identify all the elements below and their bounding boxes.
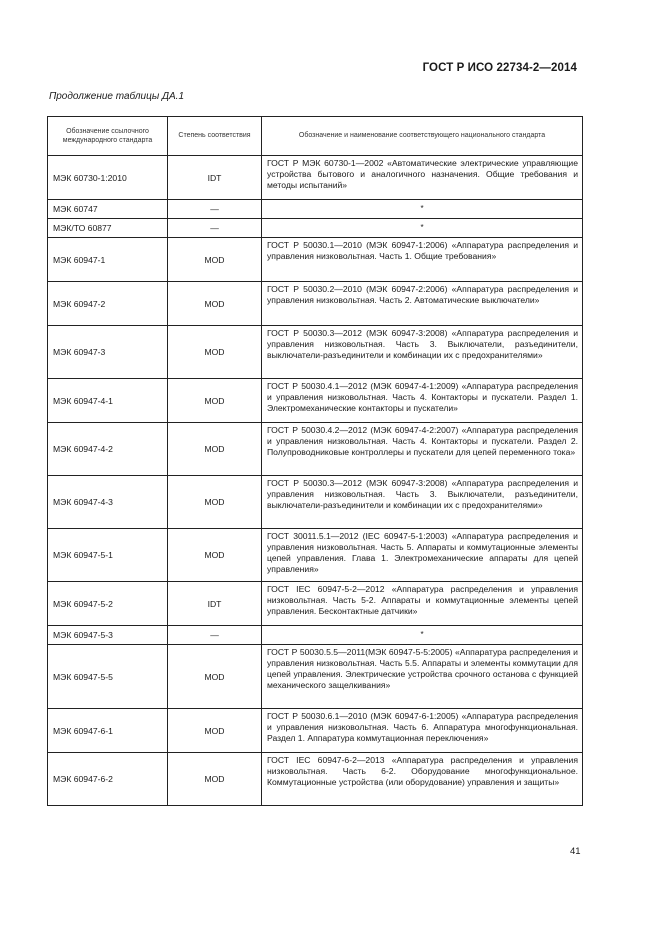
standards-correspondence-table xyxy=(47,116,583,806)
reference-standard-cell: МЭК 60947-5-3 xyxy=(48,626,168,645)
reference-standard-cell: МЭК 60947-2 xyxy=(48,282,168,326)
document-code-header: ГОСТ Р ИСО 22734-2—2014 xyxy=(422,62,577,74)
compliance-degree-cell: MOD xyxy=(168,529,262,582)
table-row xyxy=(48,476,583,529)
reference-standard-cell: МЭК 60947-4-3 xyxy=(48,476,168,529)
reference-standard-cell: МЭК 60947-4-1 xyxy=(48,379,168,423)
page-number: 41 xyxy=(570,846,581,857)
table-row xyxy=(48,219,583,238)
reference-standard-cell: МЭК 60947-1 xyxy=(48,238,168,282)
table-row xyxy=(48,200,583,219)
compliance-degree-cell: — xyxy=(168,200,262,219)
national-standard-cell: ГОСТ Р 50030.2—2010 (МЭК 60947-2:2006) «Аппаратура распределения и управления низковольтная. Часть 2. Автоматические выключатели» xyxy=(262,282,583,326)
table-row xyxy=(48,645,583,709)
compliance-degree-cell: MOD xyxy=(168,645,262,709)
reference-standard-cell: МЭК 60947-4-2 xyxy=(48,423,168,476)
reference-standard-cell: МЭК 60947-6-1 xyxy=(48,709,168,753)
national-standard-cell: ГОСТ 30011.5.1—2012 (IEC 60947-5-1:2003) «Аппаратура распределения и управления низковольтная. Часть 5. Аппараты и коммутационные элементы цепей управления. Глава 1. Электромеханические аппараты для цепей управления» xyxy=(262,529,583,582)
table-row xyxy=(48,582,583,626)
table-caption: Продолжение таблицы ДА.1 xyxy=(49,91,185,102)
national-standard-cell: ГОСТ Р МЭК 60730-1—2002 «Автоматические электрические управляющие устройства бытового и аналогичного назначения. Общие требования и методы испытаний» xyxy=(262,156,583,200)
table-row xyxy=(48,326,583,379)
compliance-degree-cell: MOD xyxy=(168,753,262,806)
table-row xyxy=(48,379,583,423)
compliance-degree-cell: IDT xyxy=(168,582,262,626)
column-header-degree: Степень соответствия xyxy=(168,117,262,156)
table-row xyxy=(48,282,583,326)
table-row xyxy=(48,156,583,200)
table-row xyxy=(48,709,583,753)
compliance-degree-cell: MOD xyxy=(168,709,262,753)
national-standard-cell: * xyxy=(262,219,583,238)
table-row xyxy=(48,238,583,282)
reference-standard-cell: МЭК 60947-5-1 xyxy=(48,529,168,582)
national-standard-cell: ГОСТ IEC 60947-6-2—2013 «Аппаратура распределения и управления низковольтная. Часть 6-2. Оборудование многофункциональное. Коммутационные устройства (или оборудование) управления и защиты» xyxy=(262,753,583,806)
reference-standard-cell: МЭК 60947-5-2 xyxy=(48,582,168,626)
national-standard-cell: ГОСТ Р 50030.3—2012 (МЭК 60947-3:2008) «Аппаратура распределения и управления низковольтная. Часть 3. Выключатели, разъединители, выключатели-разъединители и комбинации их с предохранителями» xyxy=(262,326,583,379)
reference-standard-cell: МЭК/ТО 60877 xyxy=(48,219,168,238)
national-standard-cell: ГОСТ Р 50030.6.1—2010 (МЭК 60947-6-1:2005) «Аппаратура распределения и управления низковольтная. Часть 6. Аппаратура многофункциональная. Раздел 1. Аппаратура коммутационная переключения» xyxy=(262,709,583,753)
reference-standard-cell: МЭК 60747 xyxy=(48,200,168,219)
column-header-national: Обозначение и наименование соответствующего национального стандарта xyxy=(262,117,583,156)
table-row xyxy=(48,423,583,476)
reference-standard-cell: МЭК 60947-5-5 xyxy=(48,645,168,709)
national-standard-cell: ГОСТ Р 50030.5.5—2011(МЭК 60947-5-5:2005) «Аппаратура распределения и управления низковольтная. Часть 5.5. Аппараты и элементы коммутации для цепей управления. Электрические устройства срочного останова с функцией механического защелкивания» xyxy=(262,645,583,709)
table-header-row xyxy=(48,117,583,156)
compliance-degree-cell: MOD xyxy=(168,282,262,326)
compliance-degree-cell: MOD xyxy=(168,476,262,529)
compliance-degree-cell: — xyxy=(168,219,262,238)
compliance-degree-cell: MOD xyxy=(168,423,262,476)
compliance-degree-cell: MOD xyxy=(168,326,262,379)
table-row xyxy=(48,529,583,582)
compliance-degree-cell: IDT xyxy=(168,156,262,200)
national-standard-cell: ГОСТ Р 50030.4.1—2012 (МЭК 60947-4-1:2009) «Аппаратура распределения и управления низковольтная. Часть 4. Контакторы и пускатели. Раздел 1. Электромеханические контакторы и пускатели» xyxy=(262,379,583,423)
compliance-degree-cell: MOD xyxy=(168,379,262,423)
reference-standard-cell: МЭК 60947-3 xyxy=(48,326,168,379)
national-standard-cell: ГОСТ Р 50030.3—2012 (МЭК 60947-3:2008) «Аппаратура распределения и управления низковольтная. Часть 3. Выключатели, разъединители, выключатели-разъединители и комбинации их с предохранителями» xyxy=(262,476,583,529)
reference-standard-cell: МЭК 60947-6-2 xyxy=(48,753,168,806)
national-standard-cell: ГОСТ IEC 60947-5-2—2012 «Аппаратура распределения и управления низковольтная. Часть 5-2. Аппараты и коммутационные элементы цепей управления. Бесконтактные датчики» xyxy=(262,582,583,626)
reference-standard-cell: МЭК 60730-1:2010 xyxy=(48,156,168,200)
national-standard-cell: ГОСТ Р 50030.4.2—2012 (МЭК 60947-4-2:2007) «Аппаратура распределения и управления низковольтная. Часть 4. Контакторы и пускатели. Раздел 2. Полупроводниковые контроллеры и пускатели для цепей переменного тока» xyxy=(262,423,583,476)
table-row xyxy=(48,753,583,806)
national-standard-cell: ГОСТ Р 50030.1—2010 (МЭК 60947-1:2006) «Аппаратура распределения и управления низковольтная. Часть 1. Общие требования» xyxy=(262,238,583,282)
compliance-degree-cell: MOD xyxy=(168,238,262,282)
column-header-reference: Обозначение ссылочного международного стандарта xyxy=(48,117,168,156)
national-standard-cell: * xyxy=(262,200,583,219)
compliance-degree-cell: — xyxy=(168,626,262,645)
table-row xyxy=(48,626,583,645)
national-standard-cell: * xyxy=(262,626,583,645)
